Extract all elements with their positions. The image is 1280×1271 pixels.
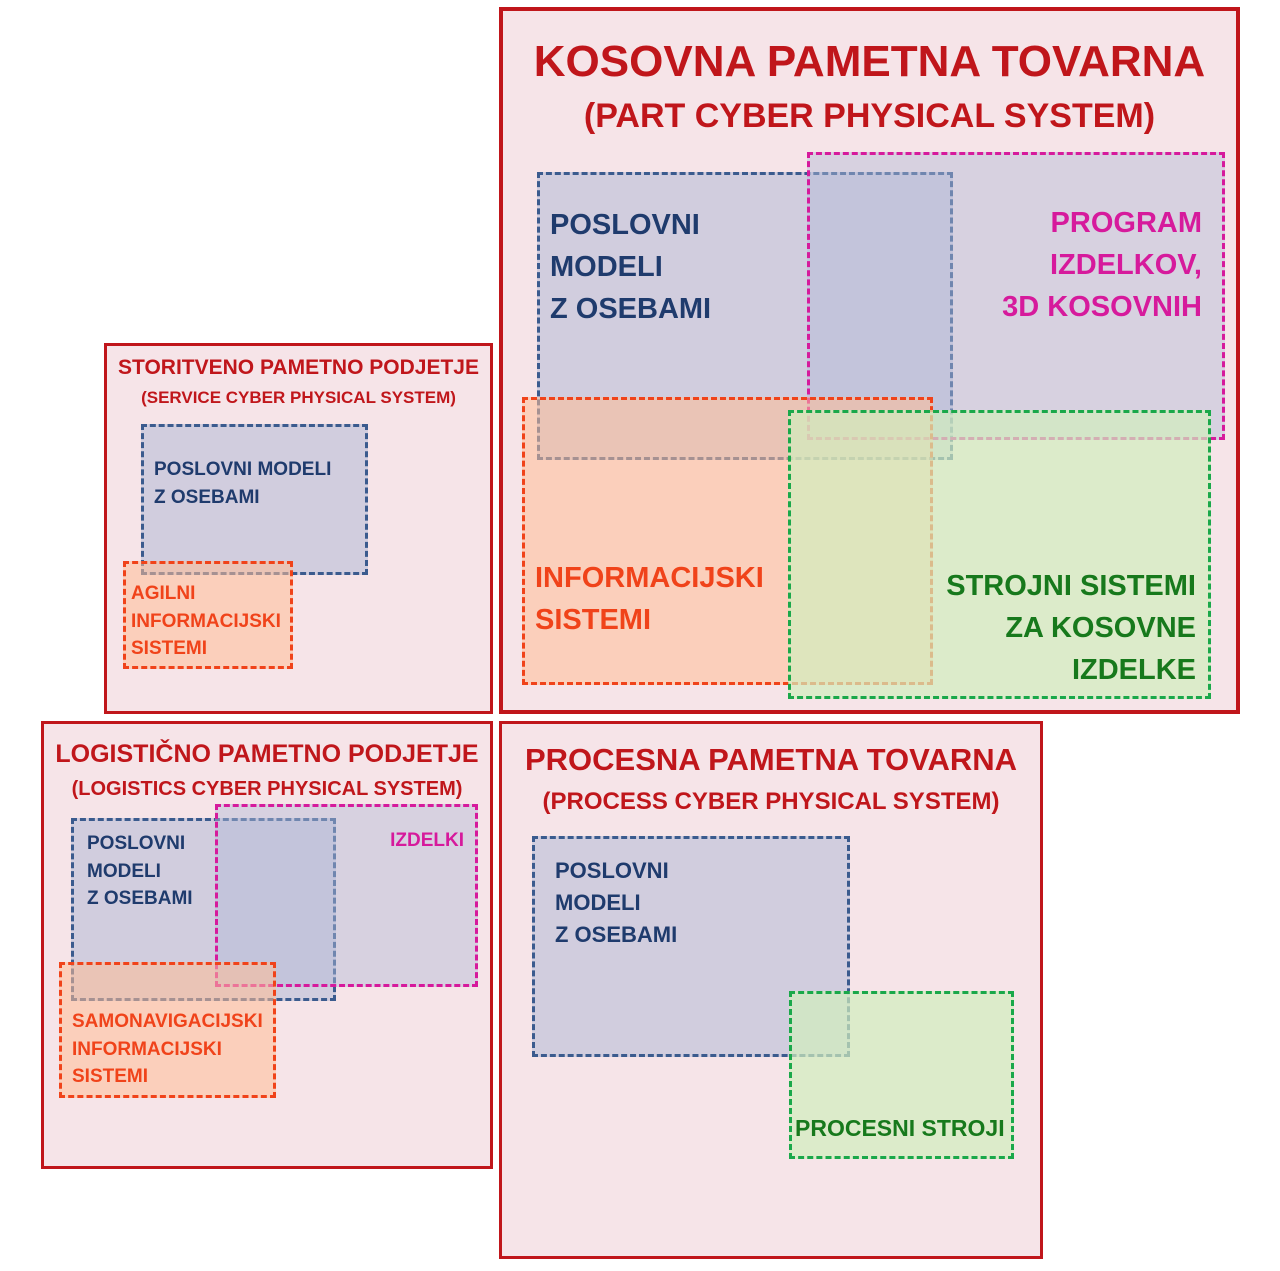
part-factory-title: KOSOVNA PAMETNA TOVARNA: [533, 37, 1206, 86]
process-factory-subtitle: (PROCESS CYBER PHYSICAL SYSTEM): [542, 788, 1000, 815]
service-company-title: STORITVENO PAMETNO PODJETJE: [118, 356, 479, 379]
logistics-products-label: IZDELKI: [390, 830, 464, 851]
service-business-models-label: POSLOVNI MODELI Z OSEBAMI: [154, 459, 332, 508]
service-agile-info-label: AGILNI INFORMACIJSKI SISTEMI: [131, 583, 281, 660]
logistics-company-subtitle: (LOGISTICS CYBER PHYSICAL SYSTEM): [71, 778, 463, 800]
logistics-business-models-label: POSLOVNI MODELI Z OSEBAMI: [87, 833, 193, 910]
part-product-program-label: PROGRAM IZDELKOV, 3D KOSOVNIH: [1002, 207, 1202, 324]
part-business-models-label: POSLOVNI MODELI Z OSEBAMI: [550, 209, 712, 326]
process-business-models-label: POSLOVNI MODELI Z OSEBAMI: [555, 858, 678, 947]
process-machines-label: PROCESNI STROJI: [795, 1115, 1005, 1141]
part-factory-subtitle: (PART CYBER PHYSICAL SYSTEM): [583, 97, 1156, 135]
logistics-company-title: LOGISTIČNO PAMETNO PODJETJE: [55, 740, 479, 768]
logistics-selfnav-info-label: SAMONAVIGACIJSKI INFORMACIJSKI SISTEMI: [72, 1011, 263, 1088]
part-machine-systems-label: STROJNI SISTEMI ZA KOSOVNE IZDELKE: [946, 570, 1196, 687]
process-factory-title: PROCESNA PAMETNA TOVARNA: [524, 742, 1017, 777]
part-information-systems-label: INFORMACIJSKI SISTEMI: [535, 562, 764, 637]
service-company-subtitle: (SERVICE CYBER PHYSICAL SYSTEM): [141, 388, 456, 407]
